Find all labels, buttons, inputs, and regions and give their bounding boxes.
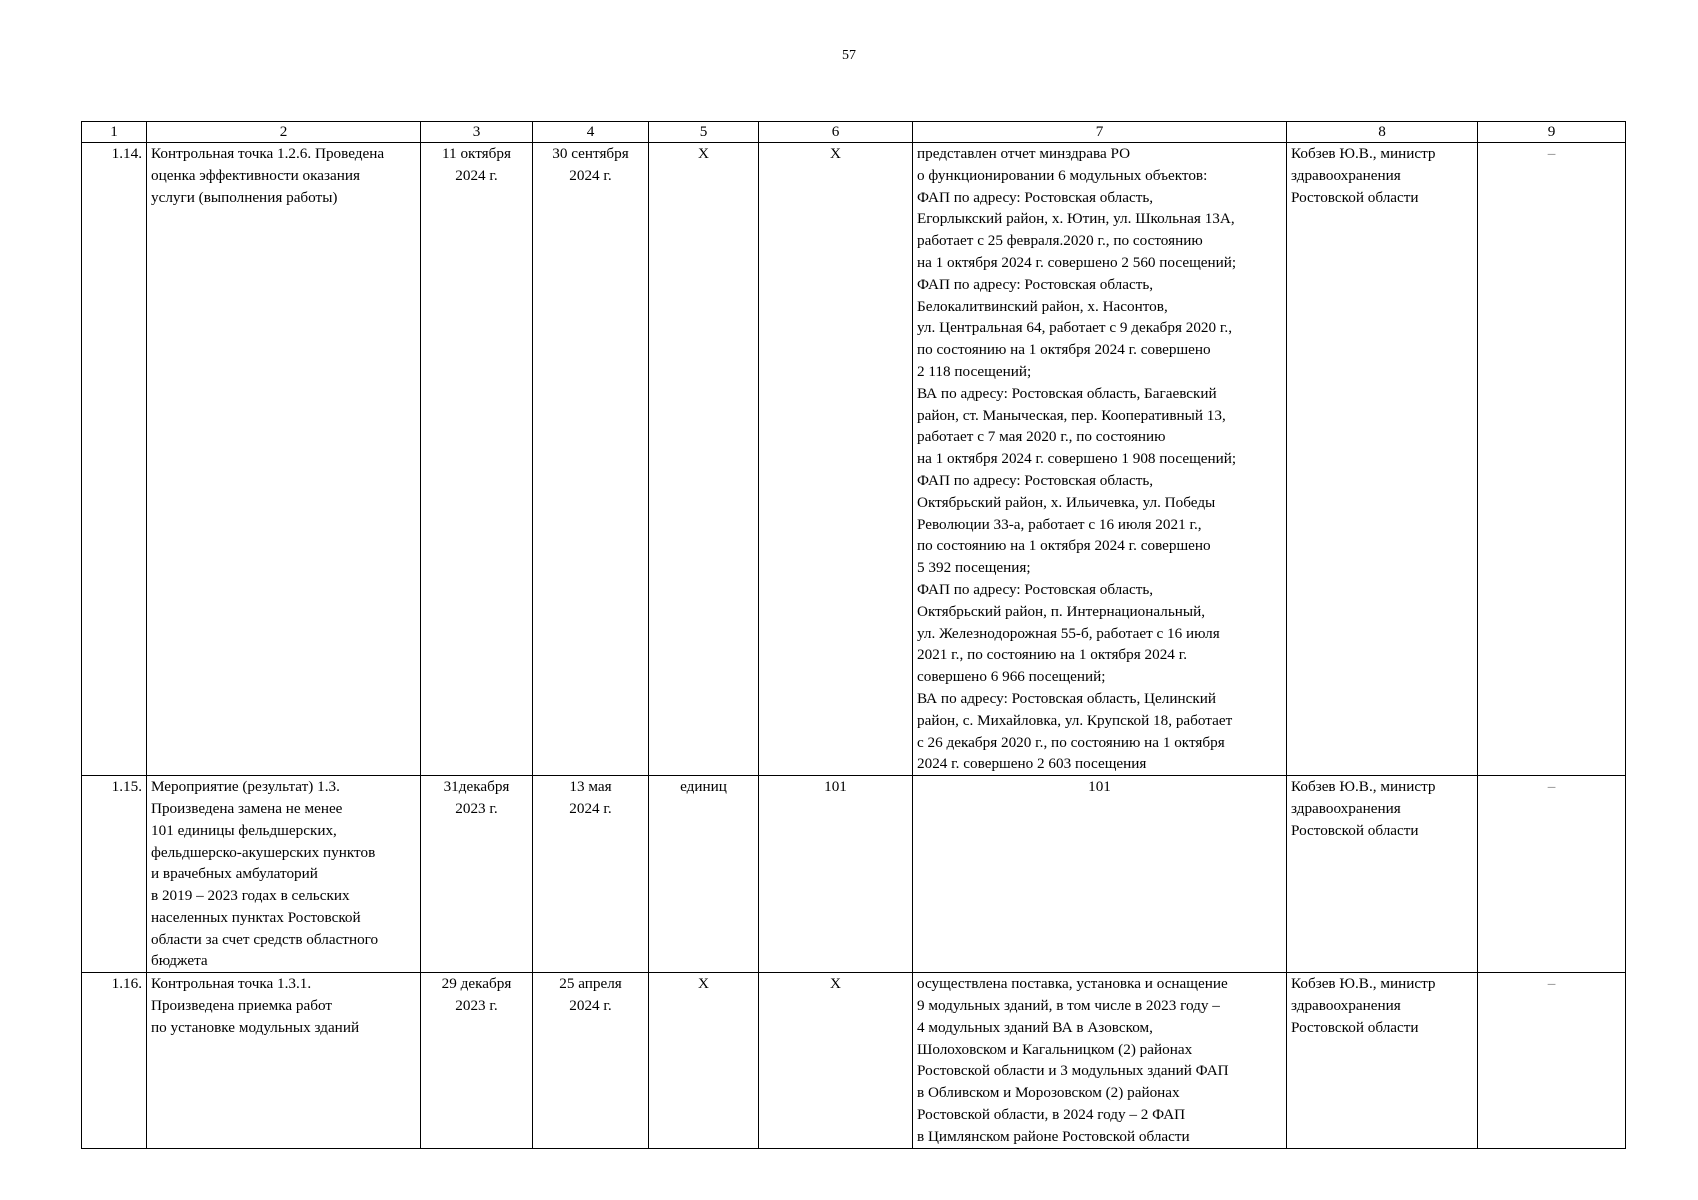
result-description-line: ВА по адресу: Ростовская область, Целинский: [917, 689, 1216, 707]
result-description-line: работает с 7 мая 2020 г., по состоянию: [917, 428, 1166, 446]
result-description-line: ВА по адресу: Ростовская область, Багаевский: [917, 384, 1217, 402]
result-description-line: совершено 6 966 посещений;: [917, 668, 1106, 686]
result-description-line: 2021 г., по состоянию на 1 октября 2024 г.: [917, 646, 1188, 664]
result-description-line: район, ст. Маныческая, пер. Кооперативный 13,: [917, 406, 1226, 424]
note: –: [1478, 143, 1626, 776]
table-row: [82, 973, 1626, 1148]
result-description-line: ФАП по адресу: Ростовская область,: [917, 580, 1154, 598]
responsible-person-line: здравоохранения: [1291, 799, 1401, 817]
column-header-7: 7: [913, 122, 1287, 143]
row-number: 1.15.: [82, 776, 147, 973]
event-name: [147, 143, 421, 776]
column-header-5: 5: [649, 122, 759, 143]
unit: X: [649, 143, 759, 776]
result-description-line: по состоянию на 1 октября 2024 г. совершено: [917, 341, 1211, 359]
planned-date-line: 11 октября: [442, 145, 511, 162]
event-name-line: Произведена приемка работ: [151, 997, 333, 1015]
event-name-line: по установке модульных зданий: [151, 1018, 360, 1036]
responsible-person: [1287, 776, 1478, 973]
planned-date: [421, 776, 533, 973]
planned-date-line: 31декабря: [443, 778, 510, 796]
result-description-line: Ростовской области и 3 модульных зданий ФАП: [917, 1062, 1229, 1080]
table-body: [82, 143, 1626, 1149]
responsible-person-line: здравоохранения: [1291, 997, 1401, 1015]
responsible-person: [1287, 973, 1478, 1148]
table-row: [82, 776, 1626, 973]
note: –: [1478, 776, 1626, 973]
result-description-line: 2 118 посещений;: [917, 362, 1032, 380]
result-description-line: Октябрьский район, п. Интернациональный,: [917, 602, 1206, 620]
table-row: [82, 143, 1626, 776]
result-description-line: 9 модульных зданий, в том числе в 2023 году –: [917, 997, 1220, 1015]
event-name-line: бюджета: [151, 952, 208, 970]
result-description-line: осуществлена поставка, установка и оснащение: [917, 975, 1228, 993]
result-description-line: Белокалитвинский район, х. Насонтов,: [917, 297, 1168, 315]
unit: единиц: [649, 776, 759, 973]
report-table: [81, 121, 1626, 1149]
actual-date-line: 2024 г.: [569, 799, 612, 817]
result-description-line: Революции 33-а, работает с 16 июля 2021 г.,: [917, 515, 1202, 533]
actual-date: [533, 776, 649, 973]
column-header-4: 4: [533, 122, 649, 143]
actual-date-line: 2024 г.: [569, 997, 612, 1015]
result-description-line: на 1 октября 2024 г. совершено 1 908 посещений;: [917, 450, 1237, 468]
column-number-row: [82, 122, 1626, 143]
responsible-person-line: Ростовской области: [1291, 821, 1419, 839]
responsible-person-line: Кобзев Ю.В., министр: [1291, 778, 1436, 796]
responsible-person-line: Кобзев Ю.В., министр: [1291, 145, 1436, 162]
result-description: [913, 143, 1287, 776]
event-name-line: Контрольная точка 1.3.1.: [151, 975, 312, 993]
result-description-line: 4 модульных зданий ВА в Азовском,: [917, 1018, 1153, 1036]
unit: X: [649, 973, 759, 1148]
event-name: [147, 973, 421, 1148]
result-description-line: 101: [1088, 778, 1111, 796]
column-header-3: 3: [421, 122, 533, 143]
result-description-line: 2024 г. совершено 2 603 посещения: [917, 755, 1147, 773]
event-name-line: и врачебных амбулаторий: [151, 865, 318, 883]
planned-date: [421, 973, 533, 1148]
column-header-8: 8: [1287, 122, 1478, 143]
event-name-line: 101 единицы фельдшерских,: [151, 821, 337, 839]
column-header-9: 9: [1478, 122, 1626, 143]
responsible-person-line: Кобзев Ю.В., министр: [1291, 975, 1436, 993]
event-name-line: фельдшерско-акушерских пунктов: [151, 843, 376, 861]
result-description-line: на 1 октября 2024 г. совершено 2 560 посещений;: [917, 253, 1237, 271]
event-name-line: населенных пунктах Ростовской: [151, 908, 361, 926]
column-header-1: 1: [82, 122, 147, 143]
result-description-line: Октябрьский район, х. Ильичевка, ул. Победы: [917, 493, 1216, 511]
result-description: [913, 973, 1287, 1148]
row-number: 1.14.: [82, 143, 147, 776]
responsible-person-line: Ростовской области: [1291, 1018, 1419, 1036]
result-description-line: ФАП по адресу: Ростовская область,: [917, 188, 1154, 206]
result-description-line: Шолоховском и Кагальницком (2) районах: [917, 1040, 1193, 1058]
column-header-6: 6: [759, 122, 913, 143]
event-name-line: в 2019 – 2023 годах в сельских: [151, 887, 350, 905]
event-name: [147, 776, 421, 973]
result-description-line: представлен отчет минздрава РО: [917, 145, 1131, 162]
column-header-2: 2: [147, 122, 421, 143]
actual-date: [533, 143, 649, 776]
actual-date: [533, 973, 649, 1148]
result-description-line: ФАП по адресу: Ростовская область,: [917, 275, 1154, 293]
result-description-line: ФАП по адресу: Ростовская область,: [917, 471, 1154, 489]
responsible-person: [1287, 143, 1478, 776]
result-description-line: работает с 25 февраля.2020 г., по состоянию: [917, 232, 1203, 250]
result-description: [913, 776, 1287, 973]
planned-date-line: 2023 г.: [455, 997, 498, 1015]
event-name-line: Мероприятие (результат) 1.3.: [151, 778, 340, 796]
responsible-person-line: здравоохранения: [1291, 166, 1401, 184]
result-description-line: в Обливском и Морозовском (2) районах: [917, 1084, 1180, 1102]
result-description-line: ул. Железнодорожная 55-б, работает с 16 июля: [917, 624, 1220, 642]
planned-date-line: 2024 г.: [455, 166, 498, 184]
value: X: [759, 143, 913, 776]
actual-date-line: 13 мая: [569, 778, 612, 796]
result-description-line: Ростовской области, в 2024 году – 2 ФАП: [917, 1106, 1186, 1124]
result-description-line: по состоянию на 1 октября 2024 г. совершено: [917, 537, 1211, 555]
result-description-line: Егорлыкский район, х. Ютин, ул. Школьная 13А,: [917, 210, 1235, 228]
value: 101: [759, 776, 913, 973]
actual-date-line: 25 апреля: [559, 975, 622, 993]
event-name-line: оценка эффективности оказания: [151, 166, 361, 184]
row-number: 1.16.: [82, 973, 147, 1148]
actual-date-line: 30 сентября: [552, 145, 629, 162]
note: –: [1478, 973, 1626, 1148]
result-description-line: в Цимлянском районе Ростовской области: [917, 1127, 1190, 1145]
planned-date: [421, 143, 533, 776]
result-description-line: 5 392 посещения;: [917, 559, 1031, 577]
event-name-line: услуги (выполнения работы): [151, 188, 338, 206]
result-description-line: о функционировании 6 модульных объектов:: [917, 166, 1208, 184]
page-number: 57: [842, 48, 856, 63]
responsible-person-line: Ростовской области: [1291, 188, 1419, 206]
value: X: [759, 973, 913, 1148]
planned-date-line: 29 декабря: [441, 975, 512, 993]
event-name-line: Контрольная точка 1.2.6. Проведена: [151, 145, 385, 162]
actual-date-line: 2024 г.: [569, 166, 612, 184]
event-name-line: области за счет средств областного: [151, 930, 379, 948]
event-name-line: Произведена замена не менее: [151, 799, 343, 817]
planned-date-line: 2023 г.: [455, 799, 498, 817]
result-description-line: район, с. Михайловка, ул. Крупской 18, работает: [917, 711, 1233, 729]
result-description-line: ул. Центральная 64, работает с 9 декабря 2020 г.,: [917, 319, 1233, 337]
result-description-line: с 26 декабря 2020 г., по состоянию на 1 октября: [917, 733, 1225, 751]
